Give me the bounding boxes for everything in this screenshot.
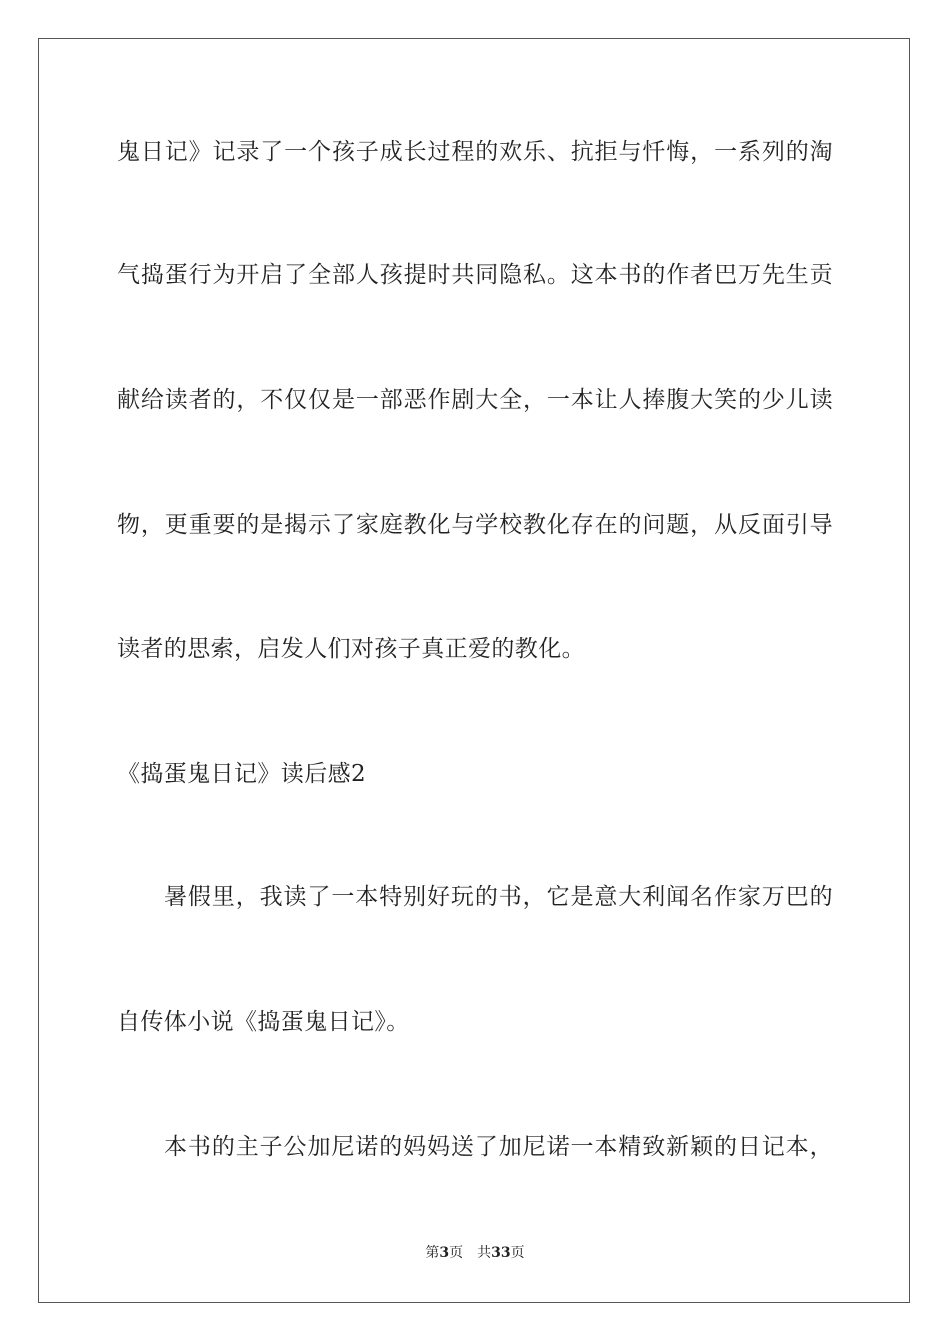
page-prefix: 第: [425, 1245, 440, 1261]
page-border: [38, 38, 910, 1303]
page-number: 3: [439, 1245, 450, 1261]
page-footer: [0, 1244, 950, 1262]
body-text-line: 气捣蛋行为开启了全部人孩提时共同隐私。这本书的作者巴万先生贡: [117, 262, 833, 288]
total-pages: 33: [491, 1245, 511, 1261]
total-prefix: 共: [477, 1245, 492, 1261]
body-text-line: 暑假里，我读了一本特别好玩的书，它是意大利闻名作家万巴的: [164, 884, 833, 910]
total-suffix: 页: [510, 1245, 525, 1261]
body-text-line: 鬼日记》记录了一个孩子成长过程的欢乐、抗拒与忏悔，一系列的淘: [117, 139, 833, 165]
page-suffix: 页: [449, 1245, 464, 1261]
body-text-line: 本书的主子公加尼诺的妈妈送了加尼诺一本精致新颖的日记本，: [164, 1134, 833, 1160]
body-text-line: 物，更重要的是揭示了家庭教化与学校教化存在的问题，从反面引导: [117, 512, 833, 538]
body-text-line: 献给读者的，不仅仅是一部恶作剧大全，一本让人捧腹大笑的少儿读: [117, 387, 833, 413]
body-text-line: 自传体小说《捣蛋鬼日记》。: [117, 1009, 410, 1035]
body-text-line: 读者的思索，启发人们对孩子真正爱的教化。: [117, 636, 585, 662]
section-heading: 《捣蛋鬼日记》读后感2: [117, 761, 367, 787]
